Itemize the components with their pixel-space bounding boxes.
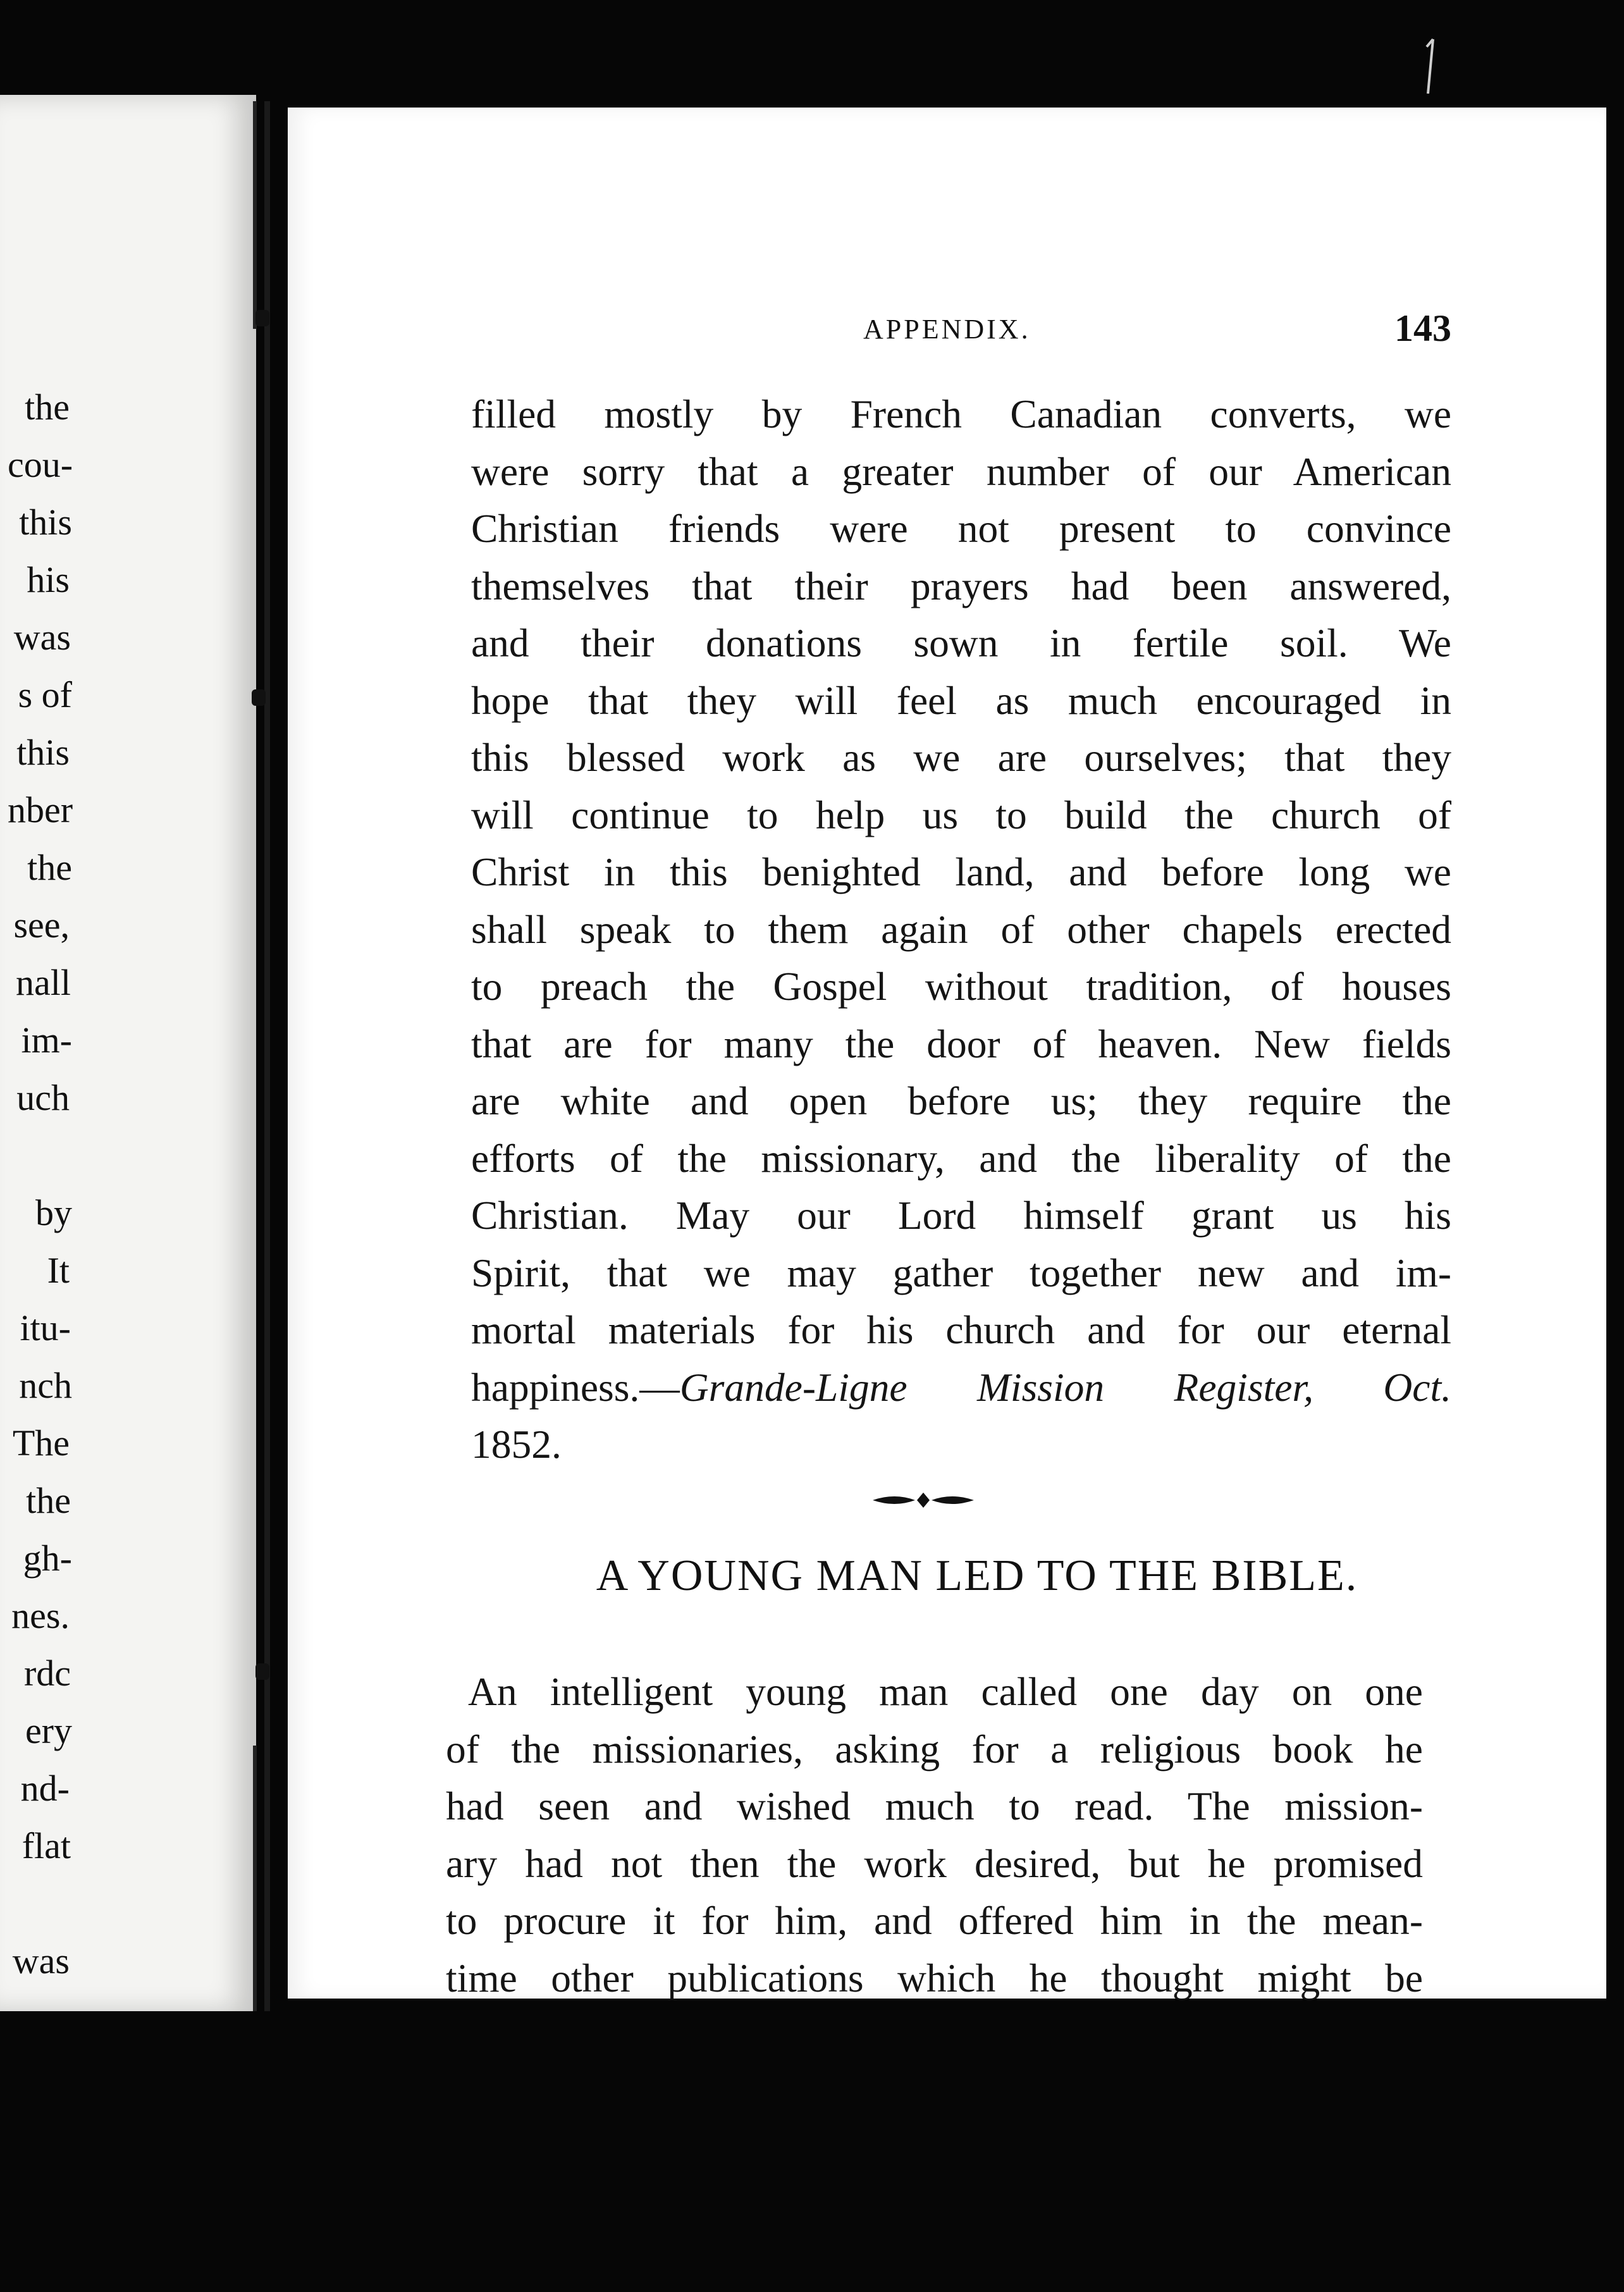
text-line: themselves that their prayers had been answered, [471, 563, 1451, 608]
facing-page-fragment: nch [19, 1365, 72, 1406]
facing-page-fragment: this [16, 732, 70, 773]
facing-page-fragment: was [12, 1940, 70, 1981]
facing-page-fragment: by [35, 1192, 72, 1233]
text-line: were sorry that a greater number of our American [471, 448, 1451, 494]
facing-page-fragment: nd- [20, 1768, 70, 1809]
text-line: filled mostly by French Canadian converts, we [471, 391, 1451, 436]
facing-page-fragment: The [12, 1422, 70, 1463]
source-citation: Grande-Ligne Mission Register, Oct. [679, 1364, 1451, 1410]
page-header [288, 307, 1451, 364]
scan-corner-mark [1424, 38, 1437, 95]
text-line: will continue to help us to build the church of [471, 792, 1451, 837]
binding-edge [264, 101, 270, 2011]
text-line: ary had not then the work desired, but he promised [446, 1840, 1423, 1886]
facing-page-fragment: his [27, 559, 70, 600]
text-line: time other publications which he thought might be [446, 1955, 1423, 2000]
facing-page-fragment: rdc [23, 1653, 71, 1694]
facing-page-fragment: nall [16, 962, 71, 1003]
text-line: An intelligent young man called one day on one [468, 1669, 1423, 1714]
facing-page-fragment: ery [25, 1710, 72, 1751]
facing-page-fragment: was [13, 617, 71, 658]
text-line: Spirit, that we may gather together new and im- [471, 1250, 1451, 1295]
facing-page-fragment: im- [21, 1020, 72, 1061]
facing-page-fragment: nber [8, 789, 73, 830]
facing-page-fragment: gh- [23, 1537, 72, 1579]
stitch-knot [252, 689, 266, 706]
text-line: Christ in this benighted land, and before long we [471, 849, 1451, 894]
section-paragraph [446, 1663, 1423, 2007]
book-gutter [239, 101, 290, 2011]
text-line: had seen and wished much to read. The mission- [446, 1784, 1423, 1828]
running-head: APPENDIX. [863, 314, 1031, 345]
facing-page-fragment: uch [16, 1077, 70, 1118]
continuation-paragraph [471, 386, 1451, 1474]
facing-page-fragment: s of [18, 674, 72, 715]
text-line: are white and open before us; they require the [471, 1078, 1451, 1123]
text-line: that are for many the door of heaven. New fields [471, 1021, 1451, 1066]
text-line: Christian friends were not present to convince [471, 506, 1451, 551]
text-line: mortal materials for his church and for our eternal [471, 1307, 1451, 1352]
stitch-knot [255, 310, 269, 326]
text-line: of the missionaries, asking for a religious book he [446, 1726, 1423, 1771]
facing-page-fragment: see, [13, 904, 70, 946]
facing-page [0, 95, 256, 2011]
citation-prefix: happiness.— [471, 1364, 680, 1410]
text-line: efforts of the missionary, and the liberality of the [471, 1135, 1451, 1181]
binding-thread-bottom [253, 1746, 257, 2011]
facing-page-fragment: nes. [11, 1595, 70, 1636]
page-number: 143 [1394, 307, 1451, 349]
stitch-knot [255, 1663, 269, 1680]
section-title: A YOUNG MAN LED TO THE BIBLE. [596, 1551, 1358, 1600]
section-divider-ornament [870, 1488, 977, 1513]
facing-page-fragment: itu- [20, 1307, 71, 1348]
book-page [288, 108, 1606, 1999]
facing-page-fragment: the [25, 386, 70, 428]
text-line: to preach the Gospel without tradition, of houses [471, 964, 1451, 1009]
citation-year: 1852. [471, 1422, 562, 1467]
text-line: and their donations sown in fertile soil. We [471, 620, 1451, 665]
facing-page-fragment: flat [22, 1825, 71, 1866]
text-line: this blessed work as we are ourselves; that they [471, 735, 1451, 780]
text-line: Christian. May our Lord himself grant us his [471, 1193, 1451, 1238]
facing-page-fragment: the [27, 847, 72, 888]
binding-thread-top [253, 101, 257, 329]
text-line: hope that they will feel as much encouraged in [471, 677, 1451, 723]
facing-page-fragment: cou- [8, 444, 73, 485]
facing-page-fragment: the [26, 1480, 71, 1521]
facing-page-fragment: this [19, 502, 72, 543]
text-line: to procure it for him, and offered him in the mean- [446, 1898, 1423, 1943]
citation-line [471, 1359, 1451, 1417]
text-line: shall speak to them again of other chapels erected [471, 906, 1451, 952]
facing-page-fragment: It [47, 1250, 70, 1291]
